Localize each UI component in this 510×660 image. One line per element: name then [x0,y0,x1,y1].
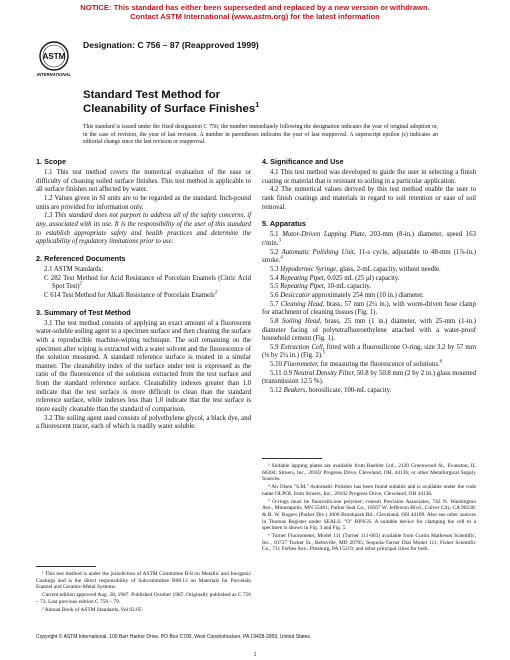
footnote-3: ³ Suitable lapping plates are available from Buehler Ltd., 2120 Greenwood St., Evanston, IL 60204; Struers, Inc., 20102 Progress Drive, Cleveland, OH, 44136; or other Metallurgical Supply Sources. [262,463,476,483]
apparatus-item [262,318,476,344]
footnote-rule [36,566,96,567]
right-column [262,157,476,403]
apparatus-item-text: 10-mL capacity. [325,283,372,291]
apparatus-item-text: glass, 2-mL capacity, without needle. [337,265,441,273]
apparatus-item-name: Automatic Polishing Unit, [281,248,356,256]
copyright-line: Copyright © ASTM International, 100 Barr Harbor Drive, PO Box C700, West Conshohocken, PA 19428-2959, United States. [36,634,312,640]
apparatus-item-text: brass, 25 mm (1 in.) diameter, with 25-mm (1-in.) diameter facing of polytetrafluoroethylene attached with a water-proof household cement (Fig. 1). [262,317,476,343]
footnote-4: ⁴ An Olsen "S.M." Automatic Polisher has been found suitable and is available under the code name OLPOL from Struers, Inc., 20102 Progress Drive, Cleveland, OH 44136. [262,484,476,497]
apparatus-item-name: Extraction Cell, [280,343,325,351]
apparatus-item-footnote-mark: 6 [439,359,443,365]
apparatus-item-footnote-mark: 5 [322,351,326,357]
scope-1-3 [36,212,251,247]
right-footnotes [262,452,476,554]
apparatus-list [262,231,476,395]
apparatus-item [262,301,476,318]
svg-text:ASTM: ASTM [42,52,66,61]
apparatus-item [262,292,476,301]
apparatus-item [262,231,476,248]
document-title [83,89,259,116]
apparatus-item-name: Fluorometer, [283,361,319,369]
summary-heading: 3. Summary of Test Method [36,307,131,317]
apparatus-item [262,275,476,284]
apparatus-item [262,249,476,266]
apparatus-item [262,370,476,387]
footnote-rule [262,458,322,459]
scope-heading: 1. Scope [36,157,67,166]
title-line-2 [83,103,259,117]
left-footnotes [36,560,251,614]
apparatus-heading: 5. Apparatus [262,219,306,229]
summary-3-1: 3.1 The test method consists of applying an exact amount of a fluorescent water-soluble soiling agent to a specimen surface and then cleaning the surface with a reproducible machine-wiping technique. The soil remaining on the specimen after wiping is extracted with a water solvent and the fluorescence of the solution measured. A standard reference surface is treated in a similar manner. The cleanability index of the surface under test is expressed as the ratio of the fluorescence of the solutions extracted from the test surface and from the standard reference surface. Cleanability indexes greater than 1.0 indicate that the test surface is more difficult to clean than the standard reference surface, while indexes less than 1.0 indicate that the test surface is more easily cleanable than the standard of comparison. [36,319,251,414]
refs-heading: 2. Referenced Documents [36,253,126,263]
apparatus-item-name: 0.9 Neutral Density Filter, [283,369,356,377]
section-significance [262,157,476,212]
apparatus-item-number: 5.8 [270,317,279,325]
apparatus-item-name: Repeating Pipet, [280,274,326,282]
footnote-5: ⁵ O-rings must be fluorosilicone polymer; consult Precision Associates, 742 N. Washington Ave., Minneapolis, MN 55401; Parker Seal Co., 10567 W. Jefferson Blvd., Culver City, CA 90230; & B. W. Rogers (Parker Div.) 1000 Brookpark Rd., Cleveland, OH 44109. Also see other sources in Thomas Register under SEALS: "O" RINGS. A suitable device for clamping the cell to a specimen is shown in Fig. 3 and Fig. 5. [262,498,476,532]
apparatus-item-footnote-mark: 4 [280,255,283,261]
footnote-6: ⁶ Turner Fluorometer, Model 111 (Turner 111-003) available from Curtin Matheson Scientific, Inc., 10727 Tucker St., Beltsville, MD 20705, Sequoia-Turner Dial Model 111, Fisher Scientific Co., 711 Forbes Ave., Pittsburg, PA 15219, and other principal cities for both. [262,533,476,553]
withdrawn-notice [0,3,510,22]
apparatus-item [262,387,476,396]
left-column [36,157,251,439]
astm-logo-icon [36,40,72,78]
section-scope [36,157,251,247]
notice-line-1: NOTICE: This standard has either been superseded and replaced by a new version or withdrawn. [80,3,430,12]
apparatus-item-name: Soiling Head, [282,317,322,325]
scope-1-1: 1.1 This test method covers the numerical evaluation of the ease or difficulty of cleaning soiled surface finishes. This test method is applicable to all surface finishes not affected by water. [36,169,251,194]
refs-sub: 2.1 ASTM Standards: [44,265,104,273]
apparatus-item-text: fitted with a fluorosilicone O-ring, size 3.2 by 57 mm (⅛ by 2¼ in.) (Fig. 2). [262,343,476,360]
summary-3-2: 3.2 The soiling agent used consists of polyethylene glycol, a black dye, and a fluorescent tracer, each of which is readily water soluble. [36,414,251,431]
ref-c282 [36,275,251,292]
apparatus-item-number: 5.1 [270,231,279,239]
apparatus-item-text: 50.8 by 50.8 mm (2 by 2 in.) glass mounted (transmission 12.5 %). [262,369,476,386]
apparatus-item-number: 5.3 [270,265,279,273]
title-line-1: Standard Test Method for [83,89,221,101]
section-referenced-documents [36,254,251,301]
apparatus-item-text: borosilicate, 100-mL capacity. [307,387,392,395]
apparatus-item-text: 11-s cycle, adjustable to 48-mm (1⅞-in.) stroke. [262,248,477,265]
apparatus-item-text: brass, 57 mm (2¼ in.), with worm-driven hose clamp for attachment of cleaning tissues (Fig. 1). [262,300,476,317]
apparatus-item-number: 5.4 [270,274,279,282]
apparatus-item [262,344,476,361]
title-line-2-text: Cleanability of Surface Finishes [83,102,256,115]
significance-4-1: 4.1 This test method was developed to guide the user in selecting a finish coating or material that is resistant to soiling in a particular application. [262,169,476,185]
apparatus-item-number: 5.9 [270,343,279,351]
apparatus-item-text: 203-mm (8-in.) diameter, speed 163 r/min. [262,231,476,247]
section-summary [36,308,251,433]
apparatus-item-number: 5.5 [270,283,279,291]
issuance-statement: This standard is issued under the fixed designation C 756; the number immediately following the designation indicates the year of original adoption or, in the case of revision, the year of last revision. A number in parentheses indicates the year of last reapproval. A superscript epsilon (ε) indicates an editorial change since the last revision or reapproval. [83,124,438,145]
footnote-2: ² Annual Book of ASTM Standards, Vol 02.05. [42,606,143,613]
scope-1-2: 1.2 Values given in SI units are to be regarded as the standard. Inch-pound units are provided for information only. [36,194,251,211]
footnote-1-edition: Current edition approved Aug. 28, 1987. Published October 1987. Originally published as C 756 – 73. Last previous edition C 756 – 79. [36,592,251,605]
apparatus-item-number: 5.6 [270,291,279,299]
apparatus-item-name: Hypodermic Syringe, [280,265,338,273]
apparatus-item [262,283,476,292]
section-apparatus [262,219,476,395]
apparatus-item-name: Desiccator [280,291,311,299]
apparatus-item-name: Beakers, [283,387,308,395]
svg-text:INTERNATIONAL: INTERNATIONAL [37,72,71,77]
apparatus-item-number: 5.2 [270,248,279,256]
ref-c614 [36,292,251,301]
title-footnote-mark: 1 [255,101,260,109]
ref-c614-text: C 614 Test Method for Alkali Resistance of Porcelain Enamels [44,291,215,299]
apparatus-item-name: Motor-Driven Lapping Plate, [282,231,367,239]
apparatus-item-name: Repeating Pipet, [280,283,326,291]
astm-logo [36,40,72,78]
apparatus-item-text: for measuring the fluorescence of solutions. [318,361,440,369]
apparatus-item-footnote-mark: 3 [278,238,281,244]
designation: Designation: C 756 – 87 (Reapproved 1999) [83,40,259,50]
apparatus-item-name: Cleaning Head, [280,300,325,308]
ref-c282-sup: 2 [79,281,82,287]
page-number: 1 [253,651,257,658]
apparatus-item-number: 5.7 [270,300,279,308]
notice-line-2: Contact ASTM International (www.astm.org) for the latest information [130,12,380,22]
ref-c614-sup: 2 [214,290,217,296]
apparatus-item-number: 5.10 [270,361,282,369]
apparatus-item-text: 0.025 mL (25 µl) capacity. [325,274,400,282]
ref-c282-text: C 282 Test Method for Acid Resistance of Porcelain Enamels (Citric Acid Spot Test) [44,274,251,291]
footnote-1: ¹ This test method is under the jurisdiction of ASTM Committee B-8 on Metallic and Inorganic Coatings and is the direct responsibility of Subcommittee B08.12 on Materials for Porcelain Enamel and Ceramic-Metal Systems. [36,571,251,591]
apparatus-item-text: approximately 254 mm (10 in.) diameter. [310,291,424,299]
significance-heading: 4. Significance and Use [262,157,344,166]
apparatus-item-number: 5.12 [270,387,282,395]
significance-4-2: 4.2 The numerical values derived by this test method enable the user to rank finish coatings and materials in regard to soil retention or ease of soil removal. [262,186,476,211]
apparatus-item [262,266,476,275]
apparatus-item-number: 5.11 [270,369,282,377]
scope-1-3-text: 1.3 This standard does not purport to address all of the safety concerns, if any, associated with its use. It is the responsibility of the user of this standard to establish appropriate safety and health practices and determine the applicability of regulatory limitations prior to use. [36,212,251,246]
apparatus-item [262,361,476,370]
